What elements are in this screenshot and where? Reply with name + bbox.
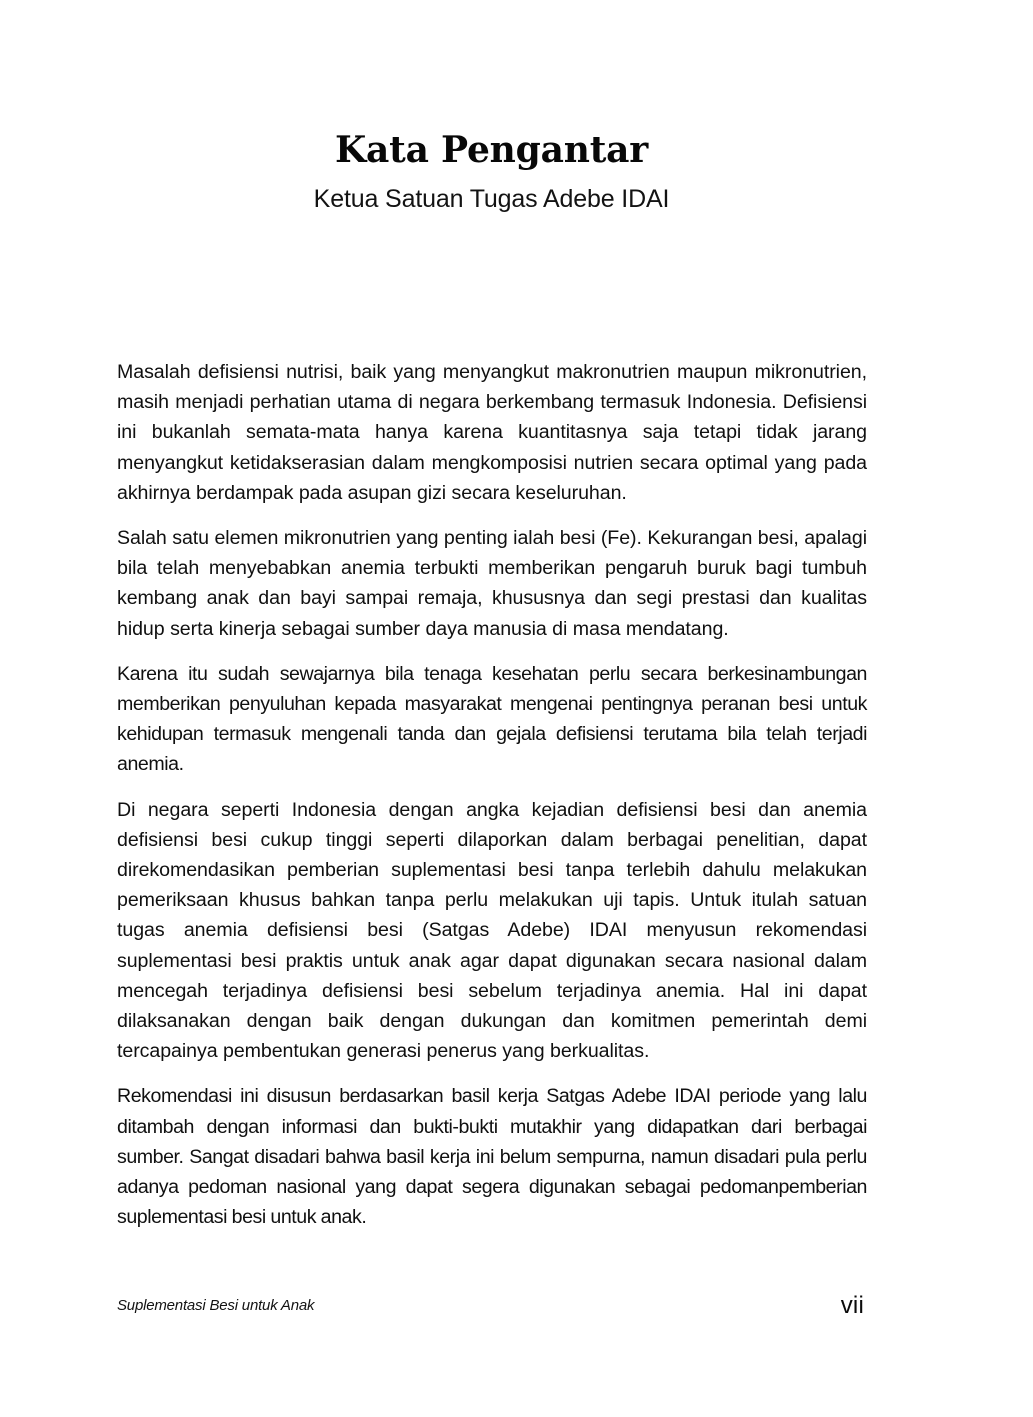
paragraph-4: Di negara seperti Indonesia dengan angka kejadian defisiensi besi dan anemia defisiensi besi cukup tinggi seperti dilaporkan dalam berbagai penelitian, dapat direkomendasikan pemberian suplementasi besi tanpa terlebih dahulu melakukan pemeriksaan khusus bahkan tanpa perlu melakukan uji tapis. Untuk itulah satuan tugas anemia defisiensi besi (Satgas Adebe) IDAI menyusun rekomendasi suplementasi besi praktis untuk anak agar dapat digunakan secara nasional dalam mencegah terjadinya defisiensi besi sebelum terjadinya anemia. Hal ini dapat dilaksanakan dengan baik dengan dukungan dan komitmen pemerintah demi tercapainya pembentukan generasi penerus yang berkualitas. (117, 798, 867, 1063)
page-heading (117, 128, 866, 215)
page-subtitle: Ketua Satuan Tugas Adebe IDAI (313, 185, 670, 213)
paragraph-5: Rekomendasi ini disusun berdasarkan basil kerja Satgas Adebe IDAI periode yang lalu ditambah dengan informasi dan bukti-bukti mutakhir yang didapatkan dari berbagai sumber. Sangat disadari bahwa basil kerja ini belum sempurna, namun disadari pula perlu adanya pedoman nasional yang dapat segera digunakan sebagai pedomanpemberian suplementasi besi untuk anak. (117, 1085, 867, 1229)
paragraph-3: Karena itu sudah sewajarnya bila tenaga kesehatan perlu secara berkesinambungan memberikan penyuluhan kepada masyarakat mengenai pentingnya peranan besi untuk kehidupan termasuk mengenali tanda dan gejala defisiensi terutama bila telah terjadi anemia. (117, 662, 867, 776)
paragraph-2: Salah satu elemen mikronutrien yang penting ialah besi (Fe). Kekurangan besi, apalagi bila telah menyebabkan anemia terbukti memberikan pengaruh buruk bagi tumbuh kembang anak dan bayi sampai remaja, khususnya dan segi prestasi dan kualitas hidup serta kinerja sebagai sumber daya manusia di masa mendatang. (117, 527, 867, 640)
paragraph-1: Masalah defisiensi nutrisi, baik yang menyangkut makronutrien maupun mikronutrien, masih menjadi perhatian utama di negara berkembang termasuk Indonesia. Defisiensi ini bukanlah semata-mata hanya karena kuantitasnya saja tetapi tidak jarang menyangkut ketidakserasian dalam mengkomposisi nutrien secara optimal yang pada akhirnya berdampak pada asupan gizi secara keseluruhan. (117, 361, 867, 504)
page-title: Kata Pengantar (334, 129, 649, 171)
body-text-column (117, 357, 867, 1232)
footer-running-title: Suplementasi Besi untuk Anak (117, 1297, 315, 1314)
footer-page-number: vii (840, 1292, 864, 1319)
page-footer (117, 1292, 867, 1322)
